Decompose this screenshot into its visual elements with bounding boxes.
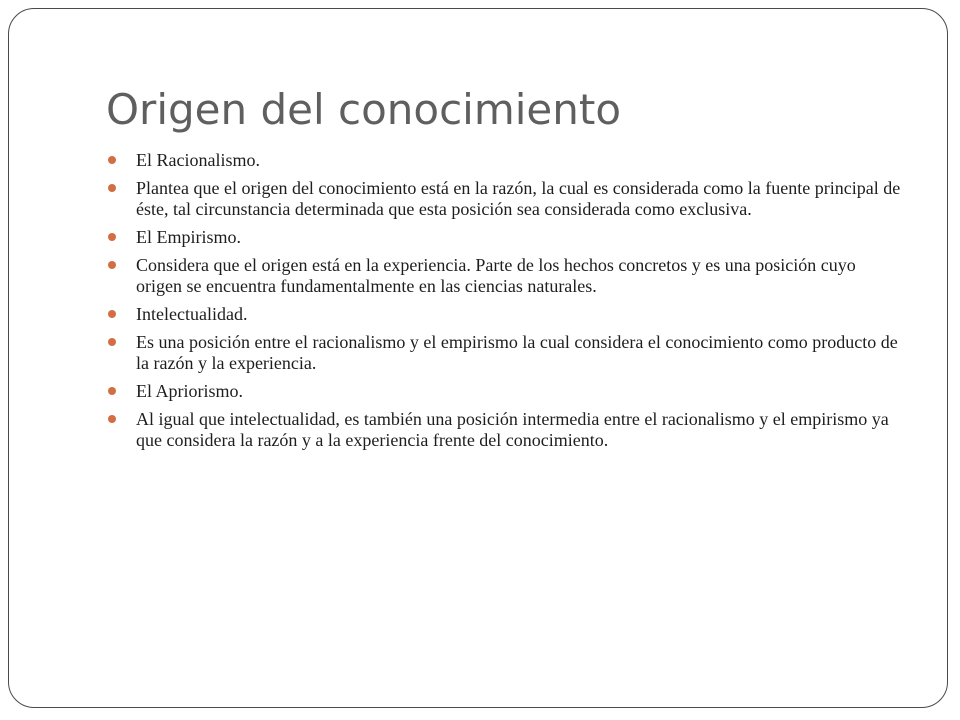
bullet-dot-icon — [108, 415, 116, 423]
bullet-dot-icon — [108, 387, 116, 395]
bullet-dot-icon — [108, 261, 116, 269]
bullet-dot-icon — [108, 184, 116, 192]
bullet-text: Plantea que el origen del conocimiento está en la razón, la cual es considerada como la fuente principal de éste, tal circunstancia determinada que esta posición sea considerada como exclusiva. — [136, 178, 901, 219]
bullet-list — [106, 150, 906, 458]
slide-title: Origen del conocimiento — [106, 85, 622, 134]
bullet-item-empirismo-desc — [106, 255, 906, 297]
bullet-item-apriorismo-desc — [106, 409, 906, 451]
bullet-dot-icon — [108, 156, 116, 164]
bullet-dot-icon — [108, 233, 116, 241]
bullet-dot-icon — [108, 310, 116, 318]
bullet-item-intelectualidad-desc — [106, 332, 906, 374]
bullet-item-racionalismo-desc — [106, 178, 906, 220]
bullet-text: Considera que el origen está en la experiencia. Parte de los hechos concretos y es una posición cuyo origen se encuentra fundamentalmente en las ciencias naturales. — [136, 255, 856, 296]
bullet-text: Es una posición entre el racionalismo y el empirismo la cual considera el conocimiento como producto de la razón y la experiencia. — [136, 332, 898, 373]
bullet-item-racionalismo — [106, 150, 906, 171]
bullet-text: El Apriorismo. — [136, 381, 243, 401]
bullet-item-intelectualidad — [106, 304, 906, 325]
bullet-text: Al igual que intelectualidad, es también una posición intermedia entre el racionalismo y el empirismo ya que considera la razón y a la experiencia frente del conocimiento. — [136, 409, 889, 450]
bullet-text: El Racionalismo. — [136, 150, 260, 170]
bullet-item-apriorismo — [106, 381, 906, 402]
bullet-text: Intelectualidad. — [136, 304, 248, 324]
bullet-text: El Empirismo. — [136, 227, 241, 247]
bullet-dot-icon — [108, 338, 116, 346]
bullet-item-empirismo — [106, 227, 906, 248]
